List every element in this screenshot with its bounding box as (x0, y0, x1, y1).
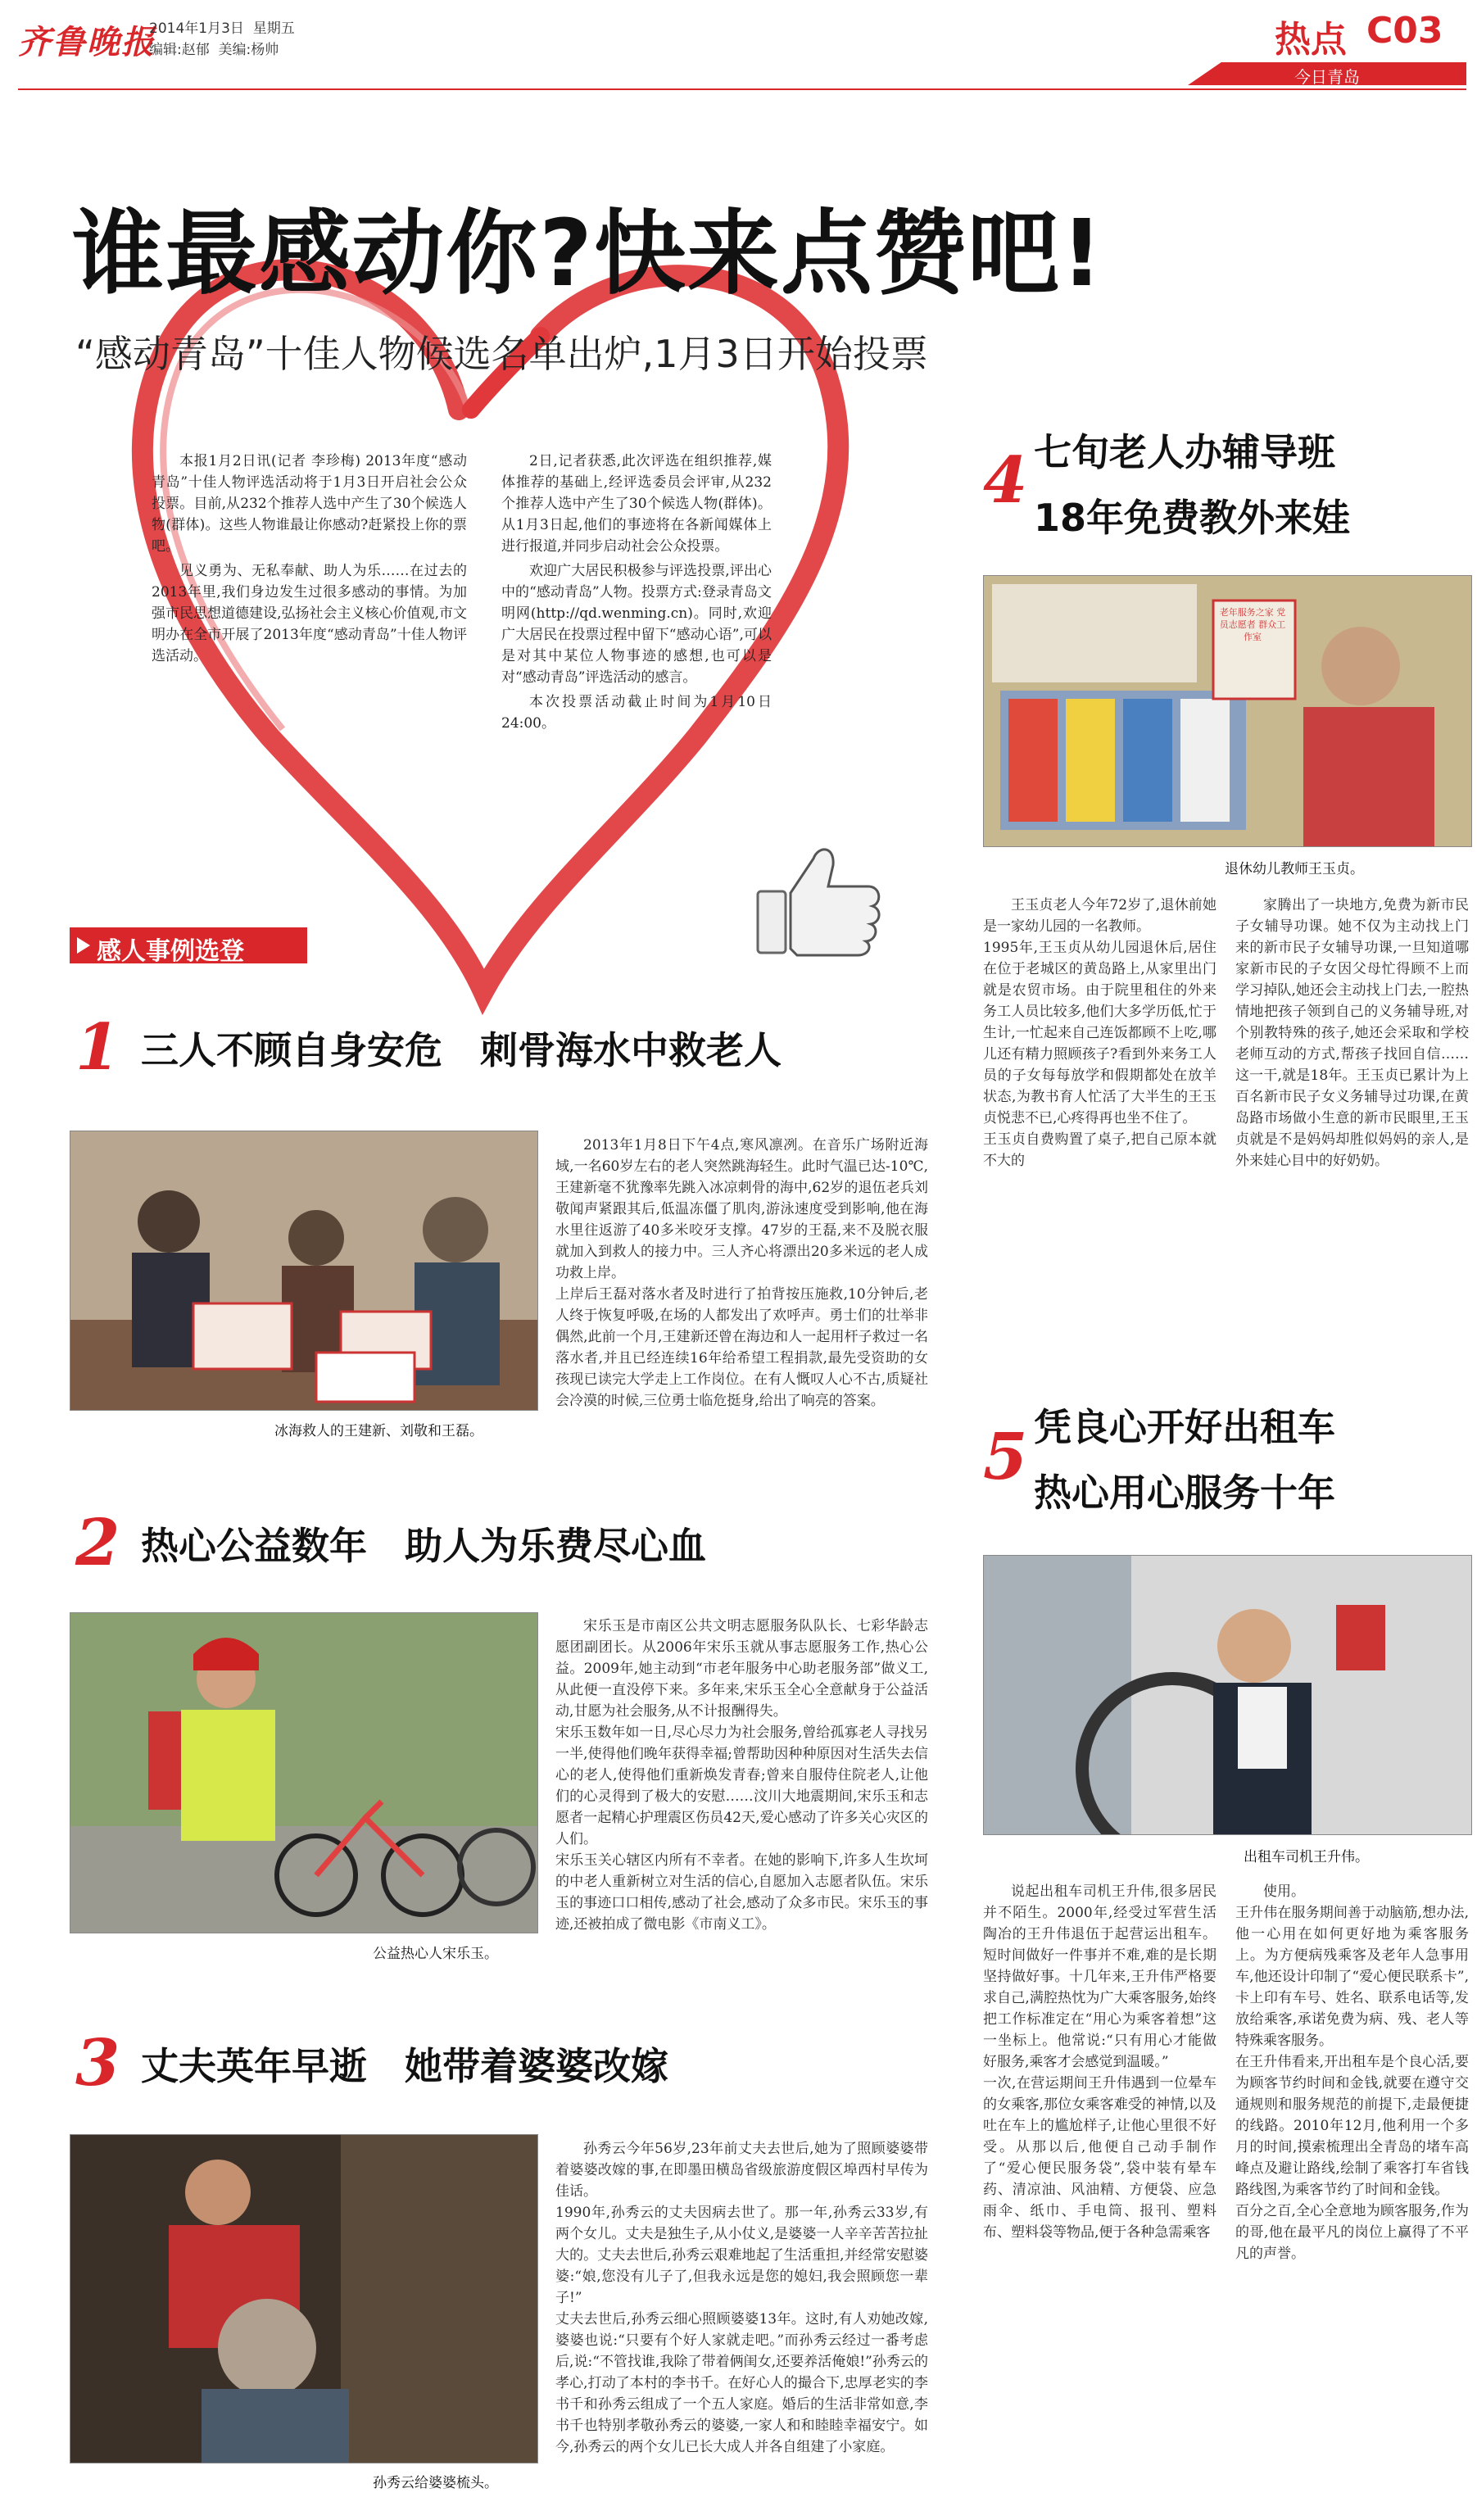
intro-column-1 (152, 451, 467, 667)
page-headline: 谁最感动你?快来点赞吧! (72, 201, 1105, 307)
section-label: 热点 (1275, 19, 1347, 61)
story-5-number: 5 (983, 1420, 1028, 1494)
story-2-caption: 公益热心人宋乐玉。 (373, 1946, 498, 1962)
issue-date: 2014年1月3日 星期五 (149, 20, 295, 37)
story-5-photo (983, 1555, 1472, 1835)
section-tag-label: 感人事例选登 (97, 937, 244, 966)
story-4-caption: 退休幼儿教师王玉贞。 (1225, 861, 1364, 877)
intro-p3: 本次投票活动截止时间为1月10日24:00。 (501, 694, 772, 732)
story-1-number: 1 (75, 1010, 120, 1085)
story-2-title: 热心公益数年 助人为乐费尽心血 (141, 1524, 706, 1568)
story-3-photo (70, 2134, 538, 2463)
story-3-caption: 孙秀云给婆婆梳头。 (373, 2475, 498, 2491)
story-4-title-line2: 18年免费教外来娃 (1034, 496, 1351, 540)
story-3-title: 丈夫英年早逝 她带着婆婆改嫁 (141, 2044, 668, 2088)
masthead (0, 0, 1477, 90)
subsection-label: 今日青岛 (1294, 67, 1360, 87)
story-3-number: 3 (75, 2026, 120, 2101)
intro-p1: 2日,记者获悉,此次评选在组织推荐,媒体推荐的基础上,经评选委员会评审,从232个推荐人选中产生了30个候选人物(群体)。从1月3日起,他们的事迹将在各新闻媒体上进行报道,并同步启动社会公众投票。 (501, 453, 772, 555)
story-4-sign: 老年服务之家 党员志愿者 群众工作室 (1219, 607, 1286, 642)
story-2-body: 宋乐玉是市南区公共文明志愿服务队队长、七彩华龄志愿团副团长。从2006年宋乐玉就从事志愿服务工作,热心公益。2009年,她主动到“市老年服务中心助老服务部”做义工,从此便一直没停下来。多年来,宋乐玉全心全意献身于公益活动,甘愿为社会服务,从不计报酬得失。 宋乐玉数年如一日,尽心尽力为社会服务,曾给孤寡老人寻找另一半,使得他们晚年获得幸福;曾帮助因种种原因对生活失去信心的老人,使得他们重新焕发青春;曾来自服侍住院老人,让他们的心灵得到了极大的安慰……汶川大地震期间,宋乐玉和志愿者一起精心护理震区伤员42天,爱心感动了许多关心灾区的人们。 宋乐玉关心辖区内所有不幸者。在她的影响下,许多人生坎坷的中老人重新树立对生活的信心,自愿加入志愿者队伍。宋乐玉的事迹口口相传,感动了社会,感动了众多市民。宋乐玉的事迹,还被拍成了微电影《市南义工》。 (555, 1618, 928, 1933)
story-1-body: 2013年1月8日下午4点,寒风凛冽。在音乐广场附近海域,一名60岁左右的老人突然跳海轻生。此时气温已达-10℃,王建新毫不犹豫率先跳入冰凉刺骨的海中,62岁的退伍老兵刘敬闻声紧跟其后,低温冻僵了肌肉,游泳速度受到影响,他在海水里往返游了40多米咬牙支撑。47岁的王磊,来不及脱衣服就加入到救人的接力中。三人齐心将漂出20多米远的老人成功救上岸。 上岸后王磊对落水者及时进行了拍背按压施救,10分钟后,老人终于恢复呼吸,在场的人都发出了欢呼声。勇士们的壮举非偶然,此前一个月,王建新还曾在海边和人一起用杆子救过一名落水者,并且已经连续16年给希望工程捐款,最先受资助的女孩现已读完大学走上工作岗位。在有人慨叹人心不古,质疑社会冷漠的时候,三位勇士临危挺身,给出了响亮的答案。 (555, 1137, 928, 1409)
masthead-rule (18, 88, 1466, 90)
paper-logo: 齐鲁晚报 (18, 23, 156, 61)
story-4-title-line1: 七旬老人办辅导班 (1034, 430, 1335, 474)
triangle-arrow-icon (75, 936, 92, 955)
intro-lead: 本报1月2日讯(记者 李珍梅) 2013年度“感动青岛”十佳人物评选活动将于1月3日开启社会公众投票。目前,从232个推荐人选中产生了30个候选人物(群体)。这些人物谁最让你感动?赶紧投上你的票吧。 (152, 453, 467, 555)
page-subtitle: “感动青岛”十佳人物候选名单出炉,1月3日开始投票 (75, 332, 928, 376)
editor-credits: 编辑:赵郁 美编:杨帅 (149, 42, 279, 58)
story-5-body-col1: 说起出租车司机王升伟,很多居民并不陌生。2000年,经受过军营生活陶冶的王升伟退伍于起营运出租车。短时间做好一件事并不难,难的是长期坚持做好事。十几年来,王升伟严格要求自己,满腔热忱为广大乘客服务,始终把工作标准定在“用心为乘客着想”这一坐标上。他常说:“只有用心才能做好服务,乘客才会感觉到温暖。” 一次,在营运期间王升伟遇到一位晕车的女乘客,那位女乘客难受的神情,以及吐在车上的尴尬样子,让他心里很不好受。从那以后,他便自己动手制作了“爱心便民服务袋”,袋中装有晕车药、清凉油、风油精、方便袋、应急雨伞、纸巾、手电筒、报刊、塑料布、塑料袋等物品,便于各种急需乘客 (983, 1883, 1216, 2241)
story-4-body-col1: 王玉贞老人今年72岁了,退休前她是一家幼儿园的一名教师。 1995年,王玉贞从幼儿园退休后,居住在位于老城区的黄岛路上,从家里出门就是农贸市场。由于院里租住的外来务工人员比较多,他们大多学历低,忙于生计,一忙起来自己连饭都顾不上吃,哪儿还有精力照顾孩子?看到外来务工人员的子女每每放学和假期都处在放羊状态,为教书育人忙活了大半生的王玉贞悦悲不已,心疼得再也坐不住了。 王玉贞自费购置了桌子,把自己原本就不大的 (983, 897, 1216, 1169)
intro-p2: 欢迎广大居民积极参与评选投票,评出心中的“感动青岛”人物。投票方式:登录青岛文明网(http://qd.wenming.cn)。同时,欢迎广大居民在投票过程中留下“感动心语”,可以是对其中某位人物事迹的感想,也可以是对“感动青岛”评选活动的感言。 (501, 563, 772, 686)
thumbs-up-icon (750, 834, 885, 957)
story-1-photo (70, 1131, 538, 1411)
story-4-number: 4 (983, 443, 1028, 518)
page-number: C03 (1366, 10, 1443, 52)
story-2-number: 2 (75, 1506, 120, 1580)
story-5-title-line2: 热心用心服务十年 (1034, 1471, 1335, 1515)
story-1-title: 三人不顾自身安危 刺骨海水中救老人 (141, 1028, 782, 1072)
story-5-title-line1: 凭良心开好出租车 (1034, 1405, 1335, 1449)
story-3-body: 孙秀云今年56岁,23年前丈夫去世后,她为了照顾婆婆带着婆婆改嫁的事,在即墨田横岛省级旅游度假区埠西村早传为佳话。 1990年,孙秀云的丈夫因病去世了。那一年,孙秀云33岁,有两个女儿。丈夫是独生子,从小仗义,是婆婆一人辛辛苦苦拉扯大的。丈夫去世后,孙秀云艰难地起了生活重担,并经常安慰婆婆:“娘,您没有儿子了,但我永远是您的媳妇,我会照顾您一辈子!” 丈夫去世后,孙秀云细心照顾婆婆13年。这时,有人劝她改嫁,婆婆也说:“只要有个好人家就走吧。”而孙秀云经过一番考虑后,说:“不管找谁,我除了带着俩闺女,还要养活俺娘!”孙秀云的孝心,打动了本村的李书千。在好心人的撮合下,忠厚老实的李书千和孙秀云组成了一个五人家庭。婚后的生活非常如意,李书千也特别孝敬孙秀云的婆婆,一家人和和睦睦幸福安宁。如今,孙秀云的两个女儿已长大成人并各自组建了小家庭。 (555, 2141, 928, 2455)
story-4-body-col2: 家腾出了一块地方,免费为新市民子女辅导功课。她不仅为主动找上门来的新市民子女辅导功课,一旦知道哪家新市民的子女因父母忙得顾不上而学习掉队,她还会主动找上门去,一腔热情地把孩子领到自己的义务辅导班,对个别教特殊的孩子,她还会采取和学校老师互动的方式,帮孩子找回自信……这一干,就是18年。王玉贞已累计为上百名新市民子女义务辅导过功课,在黄岛路市场做小生意的新市民眼里,王玉贞就是不是妈妈却胜似妈妈的亲人,是外来娃心目中的好奶奶。 (1235, 897, 1469, 1169)
story-2-photo (70, 1612, 538, 1933)
intro-column-2 (501, 451, 772, 734)
story-5-caption: 出租车司机王升伟。 (1244, 1849, 1369, 1865)
story-5-body-col2: 使用。 王升伟在服务期间善于动脑筋,想办法,他一心用在如何更好地为乘客服务上。为方便病残乘客及老年人急事用车,他还设计印制了“爱心便民联系卡”,卡上印有车号、姓名、联系电话等,发放给乘客,承诺免费为病、残、老人等特殊乘客服务。 在王升伟看来,开出租车是个良心活,要为顾客节约时间和金钱,就要在遵守交通规则和服务规范的前提下,走最便捷的线路。2010年12月,他利用一个多月的时间,摸索梳理出全青岛的堵车高峰点及避让路线,绘制了乘客打车省钱路线图,为乘客节约了时间和金钱。 百分之百,全心全意地为顾客服务,作为的哥,他在最平凡的岗位上赢得了不平凡的声誉。 (1235, 1883, 1469, 2262)
story-1-caption: 冰海救人的王建新、刘敬和王磊。 (274, 1423, 483, 1439)
intro-body: 见义勇为、无私奉献、助人为乐……在过去的2013年里,我们身边发生过很多感动的事情。为加强市民思想道德建设,弘扬社会主义核心价值观,市文明办在全市开展了2013年度“感动青岛”十佳人物评选活动。 (152, 563, 467, 664)
